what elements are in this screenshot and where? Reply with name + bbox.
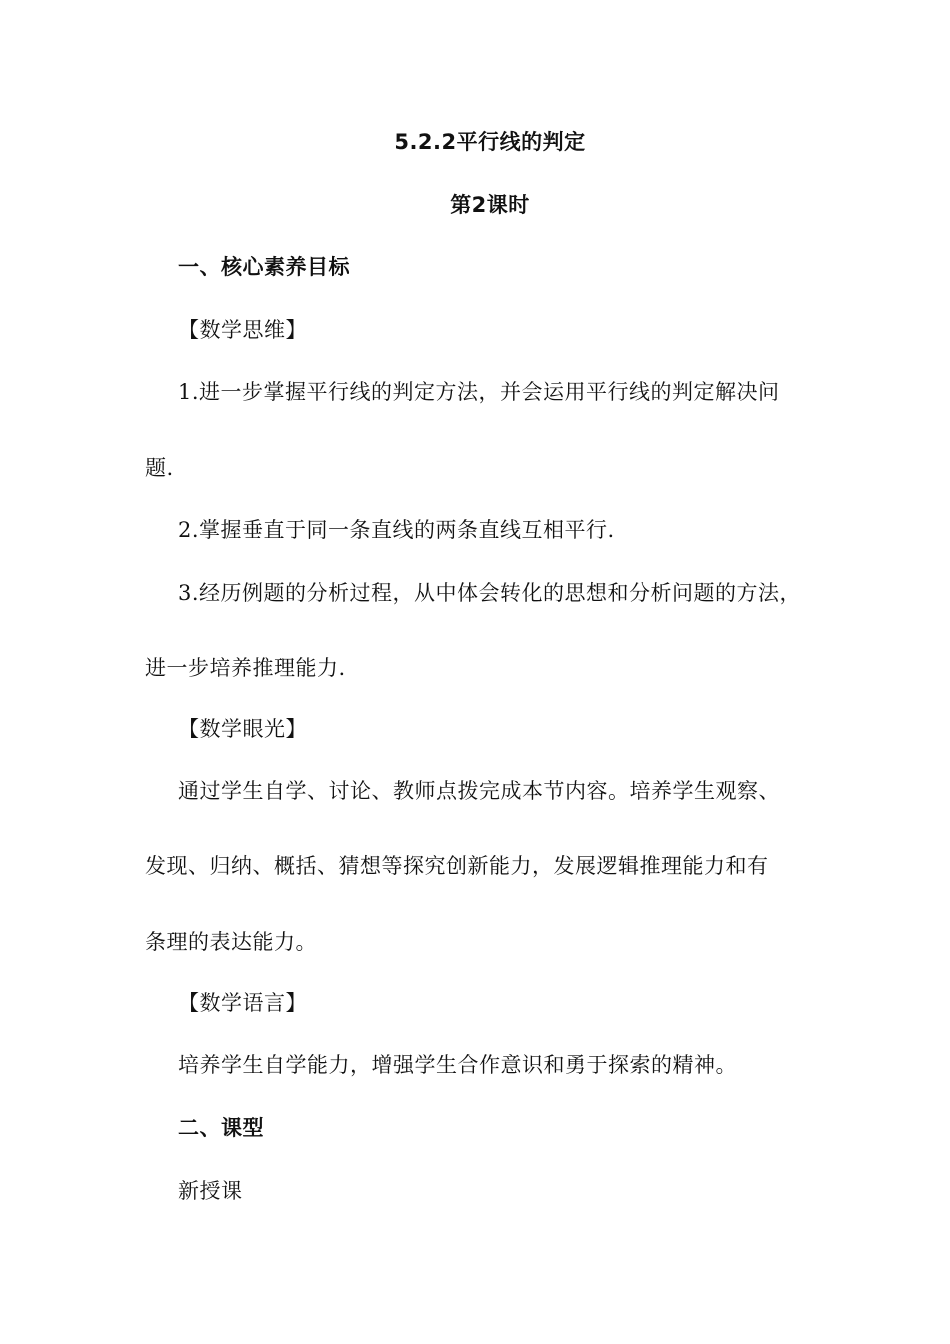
goal-item-1-line-2: 题. — [145, 456, 174, 480]
subsection-label-math-vision: 【数学眼光】 — [178, 717, 307, 741]
section-heading-core-goals: 一、核心素养目标 — [178, 255, 350, 279]
section-heading-lesson-type: 二、课型 — [178, 1116, 264, 1140]
math-language-line-1: 培养学生自学能力，增强学生合作意识和勇于探索的精神。 — [178, 1053, 737, 1077]
lesson-type-value: 新授课 — [178, 1179, 243, 1203]
goal-item-3-line-1: 3.经历例题的分析过程，从中体会转化的思想和分析问题的方法， — [178, 581, 802, 605]
goal-item-2: 2.掌握垂直于同一条直线的两条直线互相平行. — [178, 518, 615, 542]
math-vision-line-2: 发现、归纳、概括、猜想等探究创新能力，发展逻辑推理能力和有 — [145, 854, 769, 878]
document-title: 5.2.2平行线的判定 — [394, 130, 586, 154]
math-vision-line-3: 条理的表达能力。 — [145, 930, 317, 954]
math-vision-line-1: 通过学生自学、讨论、教师点拨完成本节内容。培养学生观察、 — [178, 779, 780, 803]
subsection-label-math-thinking: 【数学思维】 — [178, 318, 307, 342]
lesson-period-subtitle: 第2课时 — [450, 193, 530, 217]
goal-item-1-line-1: 1.进一步掌握平行线的判定方法，并会运用平行线的判定解决问 — [178, 380, 780, 404]
goal-item-3-line-2: 进一步培养推理能力. — [145, 656, 346, 680]
subsection-label-math-language: 【数学语言】 — [178, 991, 307, 1015]
